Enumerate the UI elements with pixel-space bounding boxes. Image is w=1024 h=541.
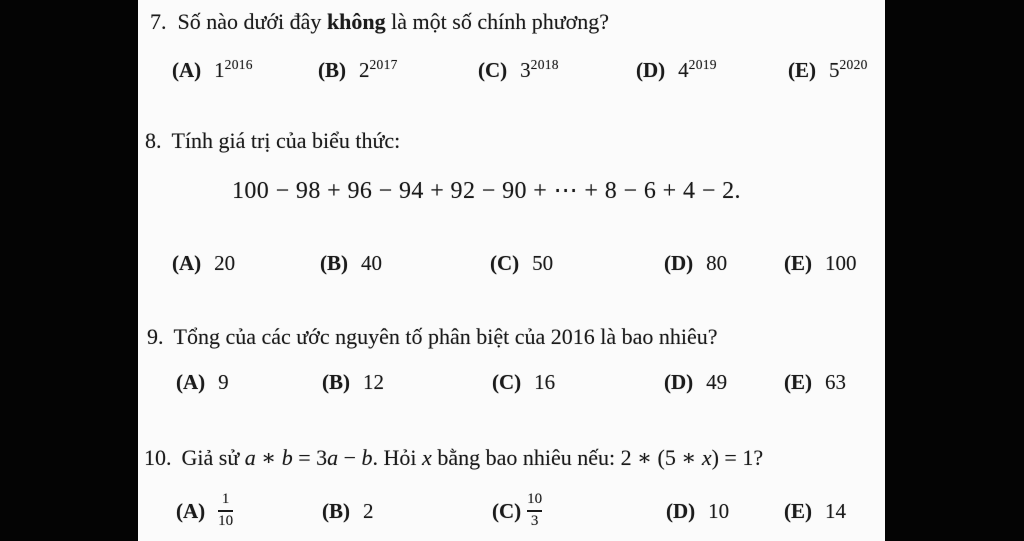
option-10-e-value: 14 <box>825 498 846 523</box>
question-9-title <box>147 323 718 351</box>
option-9-a <box>176 367 229 397</box>
option-8-d-value: 80 <box>706 251 728 275</box>
option-9-e <box>784 367 846 397</box>
option-8-b-value: 40 <box>361 251 382 275</box>
option-10-d-label: (D) <box>666 498 696 523</box>
question-10-text <box>182 445 764 470</box>
fraction-numerator: 10 <box>527 490 543 507</box>
q10-var-x2: x <box>701 445 712 470</box>
option-9-a-value: 9 <box>218 370 229 394</box>
question-7-text-post: là một số chính phương? <box>385 9 610 34</box>
option-8-e <box>784 248 857 278</box>
option-10-b-value: 2 <box>363 498 374 523</box>
option-9-c-label: (C) <box>492 370 522 394</box>
question-8-number: 8. <box>145 128 162 153</box>
q10-seg: bằng bao nhiêu nếu: 2 ∗ (5 ∗ <box>431 445 702 470</box>
option-7-a-base: 1 <box>214 58 225 82</box>
option-8-b-label: (B) <box>320 251 348 275</box>
option-7-a-exponent: 2016 <box>224 57 253 72</box>
option-7-d-exponent: 2019 <box>688 57 717 72</box>
option-9-a-label: (A) <box>176 370 206 394</box>
option-9-d-value: 49 <box>706 370 728 394</box>
q10-seg: ) = 1? <box>711 445 764 470</box>
option-7-c-label: (C) <box>478 58 508 82</box>
option-8-a-value: 20 <box>214 251 236 275</box>
option-9-c-value: 16 <box>534 370 556 394</box>
question-7-title <box>150 8 609 36</box>
option-9-b <box>322 367 384 397</box>
option-7-e-label: (E) <box>788 58 816 82</box>
option-7-c-exponent: 2018 <box>530 57 559 72</box>
option-8-a-label: (A) <box>172 251 202 275</box>
question-10-options <box>138 486 885 536</box>
option-7-b-base: 2 <box>359 58 370 82</box>
option-7-d-base: 4 <box>678 58 689 82</box>
option-9-b-label: (B) <box>322 370 350 394</box>
q10-seg: . Hỏi <box>372 445 423 470</box>
option-8-e-value: 100 <box>825 251 857 275</box>
option-7-b <box>318 50 398 85</box>
question-8-title <box>145 127 400 155</box>
option-8-d-label: (D) <box>664 251 694 275</box>
option-7-b-label: (B) <box>318 58 346 82</box>
q10-seg: Giả sử <box>181 445 245 470</box>
option-7-e <box>788 50 868 85</box>
q10-var-b2: b <box>361 445 373 470</box>
option-10-b-label: (B) <box>322 498 350 523</box>
option-10-a-label: (A) <box>176 498 206 523</box>
q10-var-a2: a <box>327 445 339 470</box>
option-7-d-label: (D) <box>636 58 666 82</box>
option-10-b <box>322 486 374 536</box>
option-7-d <box>636 50 717 85</box>
question-8-expression: 100 − 98 + 96 − 94 + 92 − 90 + ⋯ + 8 − 6 + 4 − 2. <box>232 178 741 204</box>
option-8-d <box>664 248 727 278</box>
fraction-bar <box>527 510 542 512</box>
option-8-a <box>172 248 235 278</box>
option-8-c-label: (C) <box>490 251 520 275</box>
option-10-d-value: 10 <box>708 498 730 523</box>
question-7-options <box>138 50 885 84</box>
q10-var-b: b <box>281 445 293 470</box>
q10-var-x: x <box>422 445 432 470</box>
option-7-a <box>172 50 253 85</box>
option-8-c-value: 50 <box>532 251 554 275</box>
q10-seg: − <box>338 445 362 470</box>
q10-seg: = 3 <box>292 445 328 470</box>
option-7-e-exponent: 2020 <box>839 57 868 72</box>
q10-var-a: a <box>244 445 256 470</box>
option-10-a <box>176 486 233 536</box>
fraction-denominator: 10 <box>218 513 234 530</box>
question-7-text <box>178 9 610 34</box>
option-8-c <box>490 248 553 278</box>
option-7-c <box>478 50 559 85</box>
option-7-e-base: 5 <box>829 58 840 82</box>
option-9-d-label: (D) <box>664 370 694 394</box>
question-10-title <box>144 444 763 472</box>
option-7-c-base: 3 <box>520 58 531 82</box>
option-9-d <box>664 367 727 397</box>
option-10-c <box>492 486 542 536</box>
option-9-e-value: 63 <box>825 370 846 394</box>
option-8-e-label: (E) <box>784 251 812 275</box>
question-7-number: 7. <box>150 9 167 34</box>
question-8-text: Tính giá trị của biểu thức: <box>171 128 401 153</box>
fraction-denominator: 3 <box>530 513 539 530</box>
option-10-c-label: (C) <box>492 498 522 523</box>
worksheet-page <box>138 0 885 541</box>
question-9-text: Tổng của các ước nguyên tố phân biệt của 2016 là bao nhiêu? <box>173 324 718 349</box>
option-8-b <box>320 248 382 278</box>
question-9-options <box>138 367 885 401</box>
option-10-d <box>666 486 729 536</box>
option-10-e-label: (E) <box>784 498 812 523</box>
option-10-a-fraction <box>218 492 233 530</box>
option-9-c <box>492 367 555 397</box>
question-9-number: 9. <box>147 324 164 349</box>
option-10-e <box>784 486 846 536</box>
q10-seg: ∗ <box>255 445 282 470</box>
fraction-numerator: 1 <box>221 490 230 507</box>
option-7-a-label: (A) <box>172 58 202 82</box>
question-10-number: 10. <box>144 445 172 470</box>
question-8-options <box>138 248 885 282</box>
option-9-e-label: (E) <box>784 370 812 394</box>
option-7-b-exponent: 2017 <box>369 57 398 72</box>
question-7-bold-keyword: không <box>326 9 386 34</box>
question-7-text-pre: Số nào dưới đây <box>177 9 327 34</box>
option-10-c-fraction <box>527 492 542 530</box>
option-9-b-value: 12 <box>363 370 384 394</box>
fraction-bar <box>218 510 233 512</box>
